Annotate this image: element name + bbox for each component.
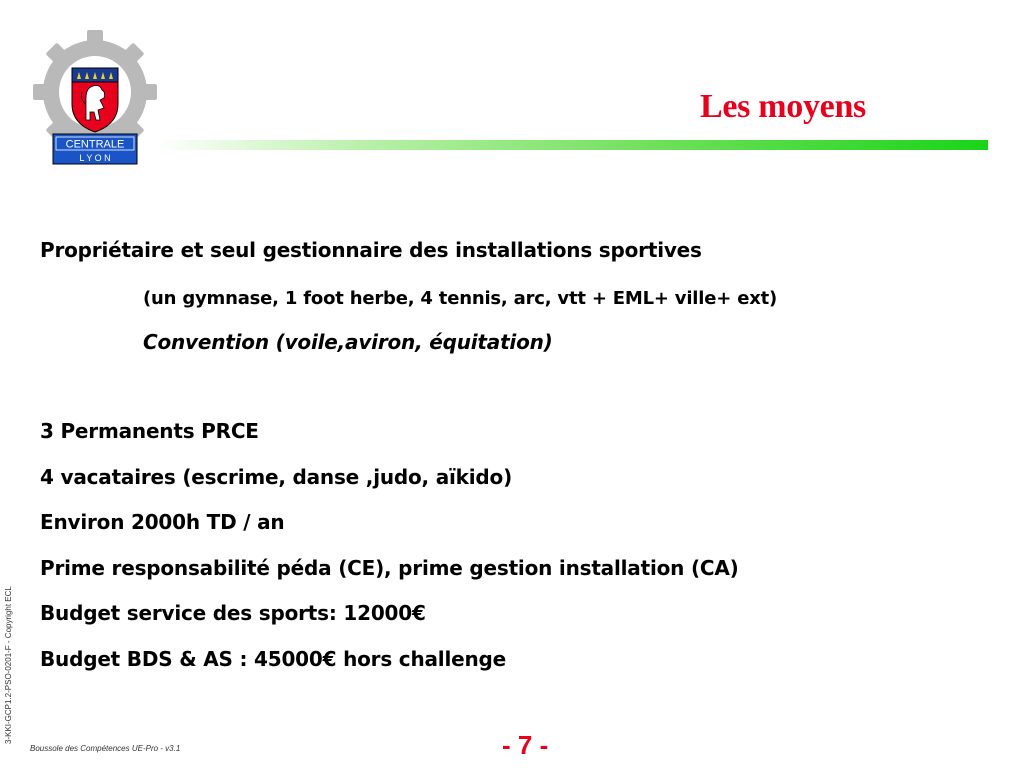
content-line-4: 3 Permanents PRCE [40, 419, 259, 443]
title-rule [158, 140, 988, 150]
side-copyright-note: 3-KKI-GCP1.2-PSO-0201-F - Copyright ECL [4, 586, 13, 744]
content-line-7: Prime responsabilité péda (CE), prime gestion installation (CA) [40, 556, 739, 580]
footer-note: Boussole des Compétences UE-Pro - v3.1 [30, 744, 181, 753]
content-line-9: Budget BDS & AS : 45000€ hors challenge [40, 647, 506, 671]
content-line-6: Environ 2000h TD / an [40, 510, 285, 534]
centrale-lyon-logo [30, 28, 160, 168]
logo-word-lyon: L Y O N [79, 153, 111, 163]
slide-title: Les moyens [699, 88, 866, 125]
content-line-5: 4 vacataires (escrime, danse ,judo, aïkido) [40, 465, 513, 489]
content-line-3: Convention (voile,aviron, équitation) [143, 330, 553, 354]
logo-word-centrale: CENTRALE [65, 138, 125, 151]
page-number: - 7 - [502, 730, 549, 760]
content-line-2: (un gymnase, 1 foot herbe, 4 tennis, arc, vtt + EML+ ville+ ext) [143, 288, 778, 309]
shield-icon [72, 68, 118, 132]
logo-banner [53, 134, 137, 164]
content-line-1: Propriétaire et seul gestionnaire des installations sportives [40, 238, 702, 262]
content-line-8: Budget service des sports: 12000€ [40, 601, 426, 625]
